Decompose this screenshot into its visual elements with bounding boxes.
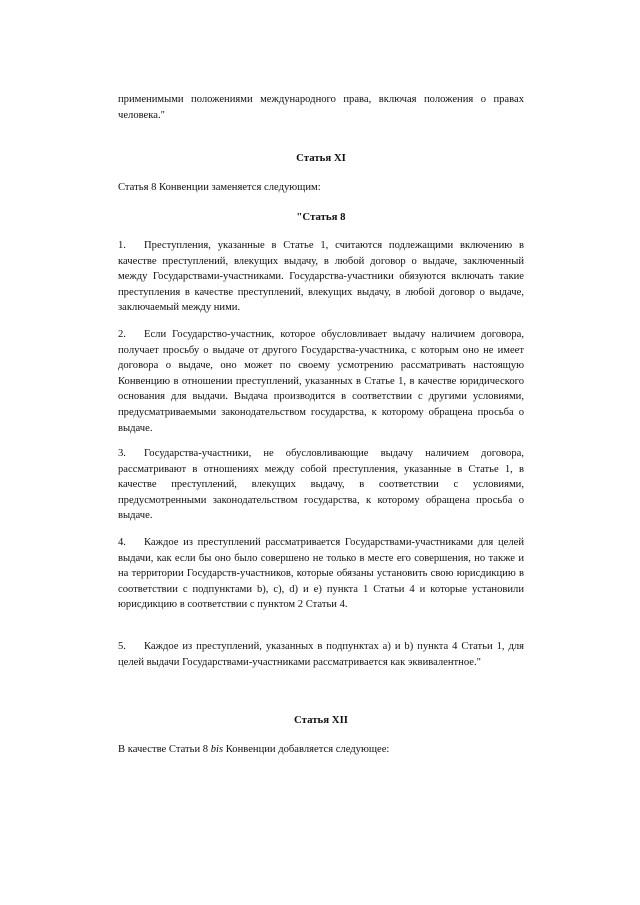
paragraph-text: Каждое из преступлений, указанных в подпунктах а) и b) пункта 4 Статьи 1, для целей выдачи Государствами-участниками рассматривается как эквивалентное." [118,641,524,668]
article-8-quoted-heading: "Статья 8 [296,211,346,223]
paragraph-item-3 [118,446,524,524]
paragraph-number: 3. [118,448,126,459]
paragraph-text: Каждое из преступлений рассматривается Государствами-участниками для целей выдачи, как если бы оно было совершено не только в месте его совершения, но также и на территории Государств-участников, которые обязаны установить свою юрисдикцию в соответствии с подпунктами b), c), d) и e) пункта 1 Статьи 4 и которые установили юрисдикцию в соответствии с пунктом 2 Статьи 4. [118,537,524,611]
intro-text-start: В качестве Статьи 8 [118,744,211,755]
intro-text-italic: bis [210,744,224,755]
paragraph-text: Если Государство-участник, которое обусловливает выдачу наличием договора, получает просьбу о выдаче от другого Государства-участника, с которым оно не имеет договора о выдаче, оно может по своему усмотрению рассматривать настоящую Конвенцию в отношении преступлений, указанных в Статье 1, в качестве юридического основания для выдачи. Выдача производится в соответствии с другими условиями, предусматриваемыми законодательством государства, к которому обращена просьба о выдаче. [118,329,524,434]
paragraph-item-5 [118,639,524,670]
intro-text-end: Конвенции добавляется следующее: [223,744,390,755]
paragraph-item-4 [118,535,524,613]
paragraph-number: 4. [118,537,126,548]
article-11-heading: Статья XI [296,152,346,164]
paragraph-number: 2. [118,329,126,340]
paragraph-number: 1. [118,240,126,251]
article-11-intro: Статья 8 Конвенции заменяется следующим: [118,182,321,193]
intro-paragraph: применимыми положениями международного права, включая положения о правах человека." [118,94,524,121]
article-12-intro [118,742,524,758]
article-12-heading: Статья XII [294,714,348,726]
paragraph-text: Преступления, указанные в Статье 1, считаются подлежащими включению в качестве преступлений, влекущих выдачу, в любой договор о выдаче, заключенный между Государствами-участниками. Государства-участники обязуются включать такие преступления в качестве преступлений, влекущих выдачу, в любой договор о выдаче, заключаемый между ними. [118,240,524,314]
paragraph-item-1 [118,238,524,316]
paragraph-item-2 [118,327,524,436]
paragraph-number: 5. [118,641,126,652]
paragraph-text: Государства-участники, не обусловливающие выдачу наличием договора, рассматривают в отношениях между собой преступления, указанные в Статье 1, в качестве преступлений, влекущих выдачу, в соответствии с условиями, предусмотренными законодательством государства, к которому обращена просьба о выдаче. [118,448,524,522]
